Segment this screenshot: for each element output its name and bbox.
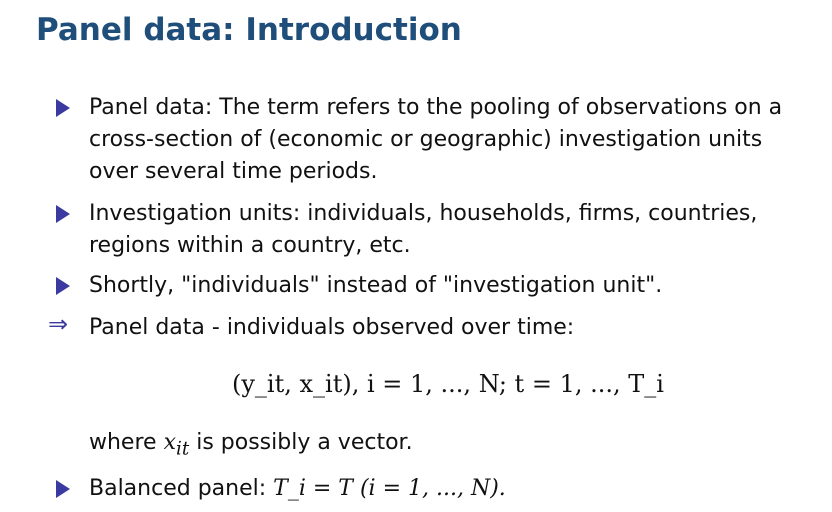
balanced-text	[89, 473, 816, 505]
slide-title: Panel data: Introduction	[36, 12, 462, 48]
implication-item	[48, 310, 816, 344]
balanced-formula: T_i = T (i = 1, ..., N).	[273, 476, 506, 501]
bullet-text: Investigation units: individuals, households, firms, countries, regions within a country, etc.	[89, 201, 758, 258]
triangle-bullet-icon	[56, 205, 70, 223]
panel-formula: (y_it, x_it), i = 1, ..., N; t = 1, ..., T_i	[232, 370, 664, 398]
implication-text: Panel data - individuals observed over time:	[89, 315, 575, 340]
where-prefix: where	[89, 430, 164, 455]
bullet-text: Panel data: The term refers to the pooling of observations on a cross-section of (economic or geographic) investigation units over several time periods.	[89, 95, 783, 184]
bullet-item-2	[56, 198, 816, 262]
bullet-item-3	[56, 270, 816, 302]
implies-arrow-icon: ⇒	[48, 310, 69, 338]
bullet-text: Shortly, "individuals" instead of "investigation unit".	[89, 273, 663, 298]
where-var: x	[163, 430, 176, 455]
where-sub: it	[175, 438, 190, 460]
balanced-label: Balanced panel:	[89, 476, 274, 501]
where-suffix: is possibly a vector.	[189, 430, 413, 455]
triangle-bullet-icon	[56, 99, 70, 117]
triangle-bullet-icon	[56, 480, 70, 498]
bullet-item-1	[56, 92, 816, 188]
triangle-bullet-icon	[56, 277, 70, 295]
where-note	[89, 430, 413, 459]
balanced-item	[56, 473, 816, 505]
